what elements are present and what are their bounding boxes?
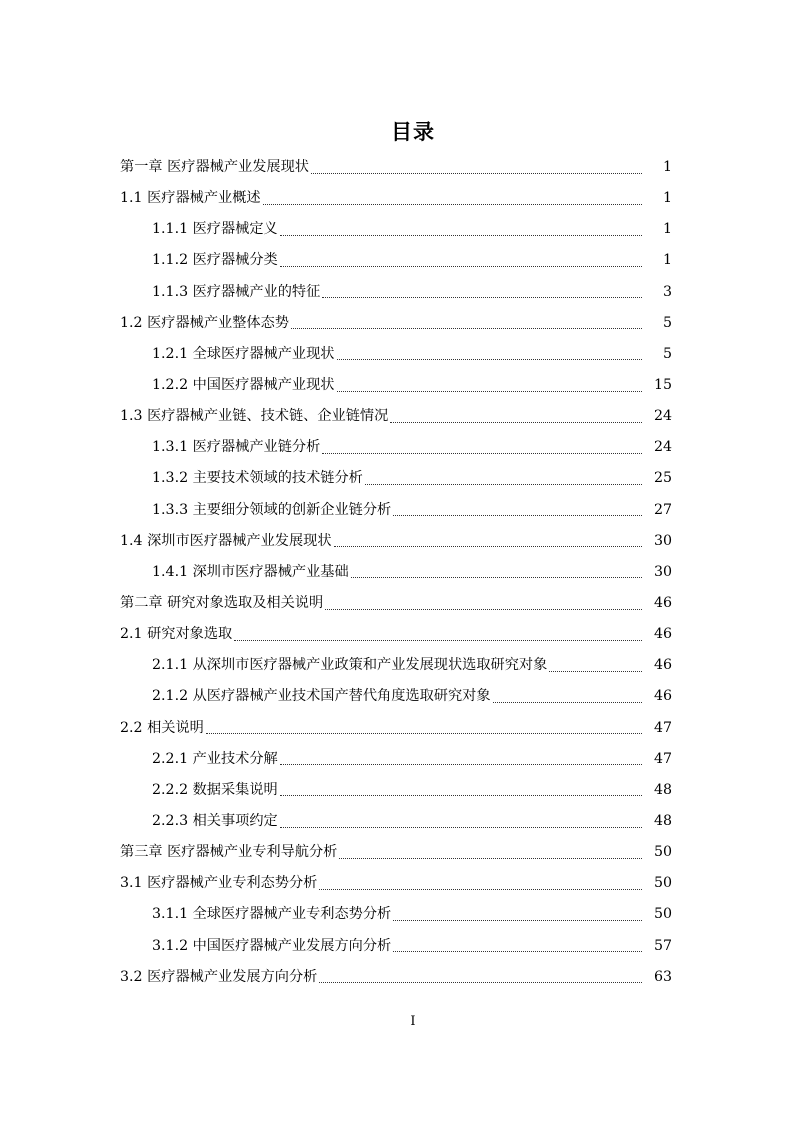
toc-entry[interactable] <box>0 308 793 339</box>
toc-dot-leader <box>311 172 642 174</box>
toc-dot-leader <box>280 234 642 236</box>
toc-entry[interactable] <box>0 744 793 775</box>
toc-entry-page-number: 50 <box>653 844 672 861</box>
toc-entry-page-number: 1 <box>662 190 672 207</box>
toc-entry-label: 2.2.2 数据采集说明 <box>152 781 278 798</box>
toc-entry[interactable] <box>0 868 793 899</box>
toc-dot-leader <box>280 763 642 765</box>
toc-entry-page-number: 50 <box>653 875 672 892</box>
toc-entry-page-number: 3 <box>662 283 672 300</box>
toc-entry-label: 1.1.3 医疗器械产业的特征 <box>152 283 321 300</box>
toc-entry-label: 3.2 医疗器械产业发展方向分析 <box>120 968 318 985</box>
toc-entry-label: 1.3.2 主要技术领域的技术链分析 <box>152 470 363 487</box>
toc-entry[interactable] <box>0 619 793 650</box>
toc-entry[interactable] <box>0 245 793 276</box>
toc-entry-page-number: 24 <box>653 439 672 456</box>
toc-entry-page-number: 1 <box>662 221 672 238</box>
toc-dot-leader <box>280 794 642 796</box>
toc-entry[interactable] <box>0 183 793 214</box>
toc-entry-label: 3.1 医疗器械产业专利态势分析 <box>120 875 318 892</box>
toc-entry-label: 1.3.3 主要细分领域的创新企业链分析 <box>152 501 392 518</box>
toc-entry-page-number: 30 <box>653 563 672 580</box>
toc-entry[interactable] <box>0 339 793 370</box>
toc-entry-page-number: 63 <box>653 968 672 985</box>
toc-entry-label: 1.1.2 医疗器械分类 <box>152 252 278 269</box>
toc-entry-page-number: 48 <box>653 813 672 830</box>
toc-entry[interactable] <box>0 214 793 245</box>
toc-entry-page-number: 57 <box>653 937 672 954</box>
toc-entry-label: 2.2.1 产业技术分解 <box>152 750 278 767</box>
toc-entry-label: 第一章 医疗器械产业发展现状 <box>120 159 309 176</box>
toc-entry-label: 1.2.2 中国医疗器械产业现状 <box>152 377 335 394</box>
toc-dot-leader <box>325 608 642 610</box>
toc-entry[interactable] <box>0 713 793 744</box>
toc-dot-leader <box>234 639 642 641</box>
toc-entry-label: 第三章 医疗器械产业专利导航分析 <box>120 844 338 861</box>
toc-entry-page-number: 46 <box>653 688 672 705</box>
toc-list <box>0 152 793 993</box>
toc-entry-page-number: 1 <box>662 159 672 176</box>
toc-dot-leader <box>322 452 642 454</box>
toc-dot-leader <box>493 701 642 703</box>
toc-dot-leader <box>263 203 642 205</box>
toc-entry-page-number: 27 <box>653 501 672 518</box>
toc-dot-leader <box>280 265 642 267</box>
toc-dot-leader <box>206 732 642 734</box>
toc-dot-leader <box>365 483 642 485</box>
toc-dot-leader <box>393 514 642 516</box>
toc-entry[interactable] <box>0 432 793 463</box>
toc-entry-label: 2.1.2 从医疗器械产业技术国产替代角度选取研究对象 <box>152 688 491 705</box>
toc-entry-label: 2.1 研究对象选取 <box>120 626 233 643</box>
toc-entry[interactable] <box>0 152 793 183</box>
toc-entry-page-number: 30 <box>653 532 672 549</box>
toc-dot-leader <box>339 857 642 859</box>
toc-entry-page-number: 24 <box>653 408 672 425</box>
toc-entry[interactable] <box>0 401 793 432</box>
toc-dot-leader <box>319 888 642 890</box>
toc-entry-label: 2.2.3 相关事项约定 <box>152 813 278 830</box>
toc-dot-leader <box>393 950 642 952</box>
toc-entry-page-number: 5 <box>662 345 672 362</box>
toc-entry[interactable] <box>0 370 793 401</box>
toc-entry-page-number: 48 <box>653 781 672 798</box>
toc-entry[interactable] <box>0 526 793 557</box>
toc-dot-leader <box>549 670 642 672</box>
toc-dot-leader <box>390 421 642 423</box>
toc-entry[interactable] <box>0 806 793 837</box>
toc-entry-page-number: 1 <box>662 252 672 269</box>
toc-entry[interactable] <box>0 899 793 930</box>
toc-entry-label: 1.3.1 医疗器械产业链分析 <box>152 439 321 456</box>
toc-dot-leader <box>337 390 643 392</box>
toc-dot-leader <box>334 545 642 547</box>
toc-entry[interactable] <box>0 681 793 712</box>
toc-entry[interactable] <box>0 837 793 868</box>
toc-entry[interactable] <box>0 962 793 993</box>
toc-dot-leader <box>291 327 642 329</box>
toc-entry-label: 2.1.1 从深圳市医疗器械产业政策和产业发展现状选取研究对象 <box>152 657 548 674</box>
toc-entry-label: 1.1 医疗器械产业概述 <box>120 190 261 207</box>
toc-entry[interactable] <box>0 463 793 494</box>
toc-dot-leader <box>393 919 642 921</box>
page-number-footer: I <box>410 1014 416 1029</box>
toc-entry-label: 1.4.1 深圳市医疗器械产业基础 <box>152 563 349 580</box>
toc-entry-page-number: 25 <box>653 470 672 487</box>
toc-entry-page-number: 47 <box>653 719 672 736</box>
toc-entry-page-number: 47 <box>653 750 672 767</box>
toc-entry-page-number: 46 <box>653 657 672 674</box>
toc-entry[interactable] <box>0 588 793 619</box>
toc-entry-page-number: 46 <box>653 626 672 643</box>
toc-entry[interactable] <box>0 277 793 308</box>
toc-entry[interactable] <box>0 775 793 806</box>
toc-entry-label: 3.1.2 中国医疗器械产业发展方向分析 <box>152 937 392 954</box>
toc-dot-leader <box>337 358 643 360</box>
toc-entry-label: 1.1.1 医疗器械定义 <box>152 221 278 238</box>
toc-entry[interactable] <box>0 931 793 962</box>
toc-dot-leader <box>351 576 642 578</box>
toc-entry-page-number: 5 <box>662 314 672 331</box>
toc-entry-label: 1.2.1 全球医疗器械产业现状 <box>152 345 335 362</box>
toc-entry-page-number: 15 <box>653 377 672 394</box>
toc-entry-label: 1.3 医疗器械产业链、技术链、企业链情况 <box>120 408 389 425</box>
toc-entry[interactable] <box>0 650 793 681</box>
toc-entry-label: 2.2 相关说明 <box>120 719 204 736</box>
toc-title: 目录 <box>391 119 435 144</box>
toc-dot-leader <box>322 296 642 298</box>
toc-dot-leader <box>280 826 642 828</box>
toc-entry-label: 1.4 深圳市医疗器械产业发展现状 <box>120 532 332 549</box>
toc-entry-label: 1.2 医疗器械产业整体态势 <box>120 314 289 331</box>
toc-entry-label: 第二章 研究对象选取及相关说明 <box>120 595 324 612</box>
toc-entry[interactable] <box>0 495 793 526</box>
toc-entry-page-number: 50 <box>653 906 672 923</box>
toc-entry-label: 3.1.1 全球医疗器械产业专利态势分析 <box>152 906 392 923</box>
toc-entry-page-number: 46 <box>653 595 672 612</box>
toc-dot-leader <box>319 981 642 983</box>
toc-entry[interactable] <box>0 557 793 588</box>
